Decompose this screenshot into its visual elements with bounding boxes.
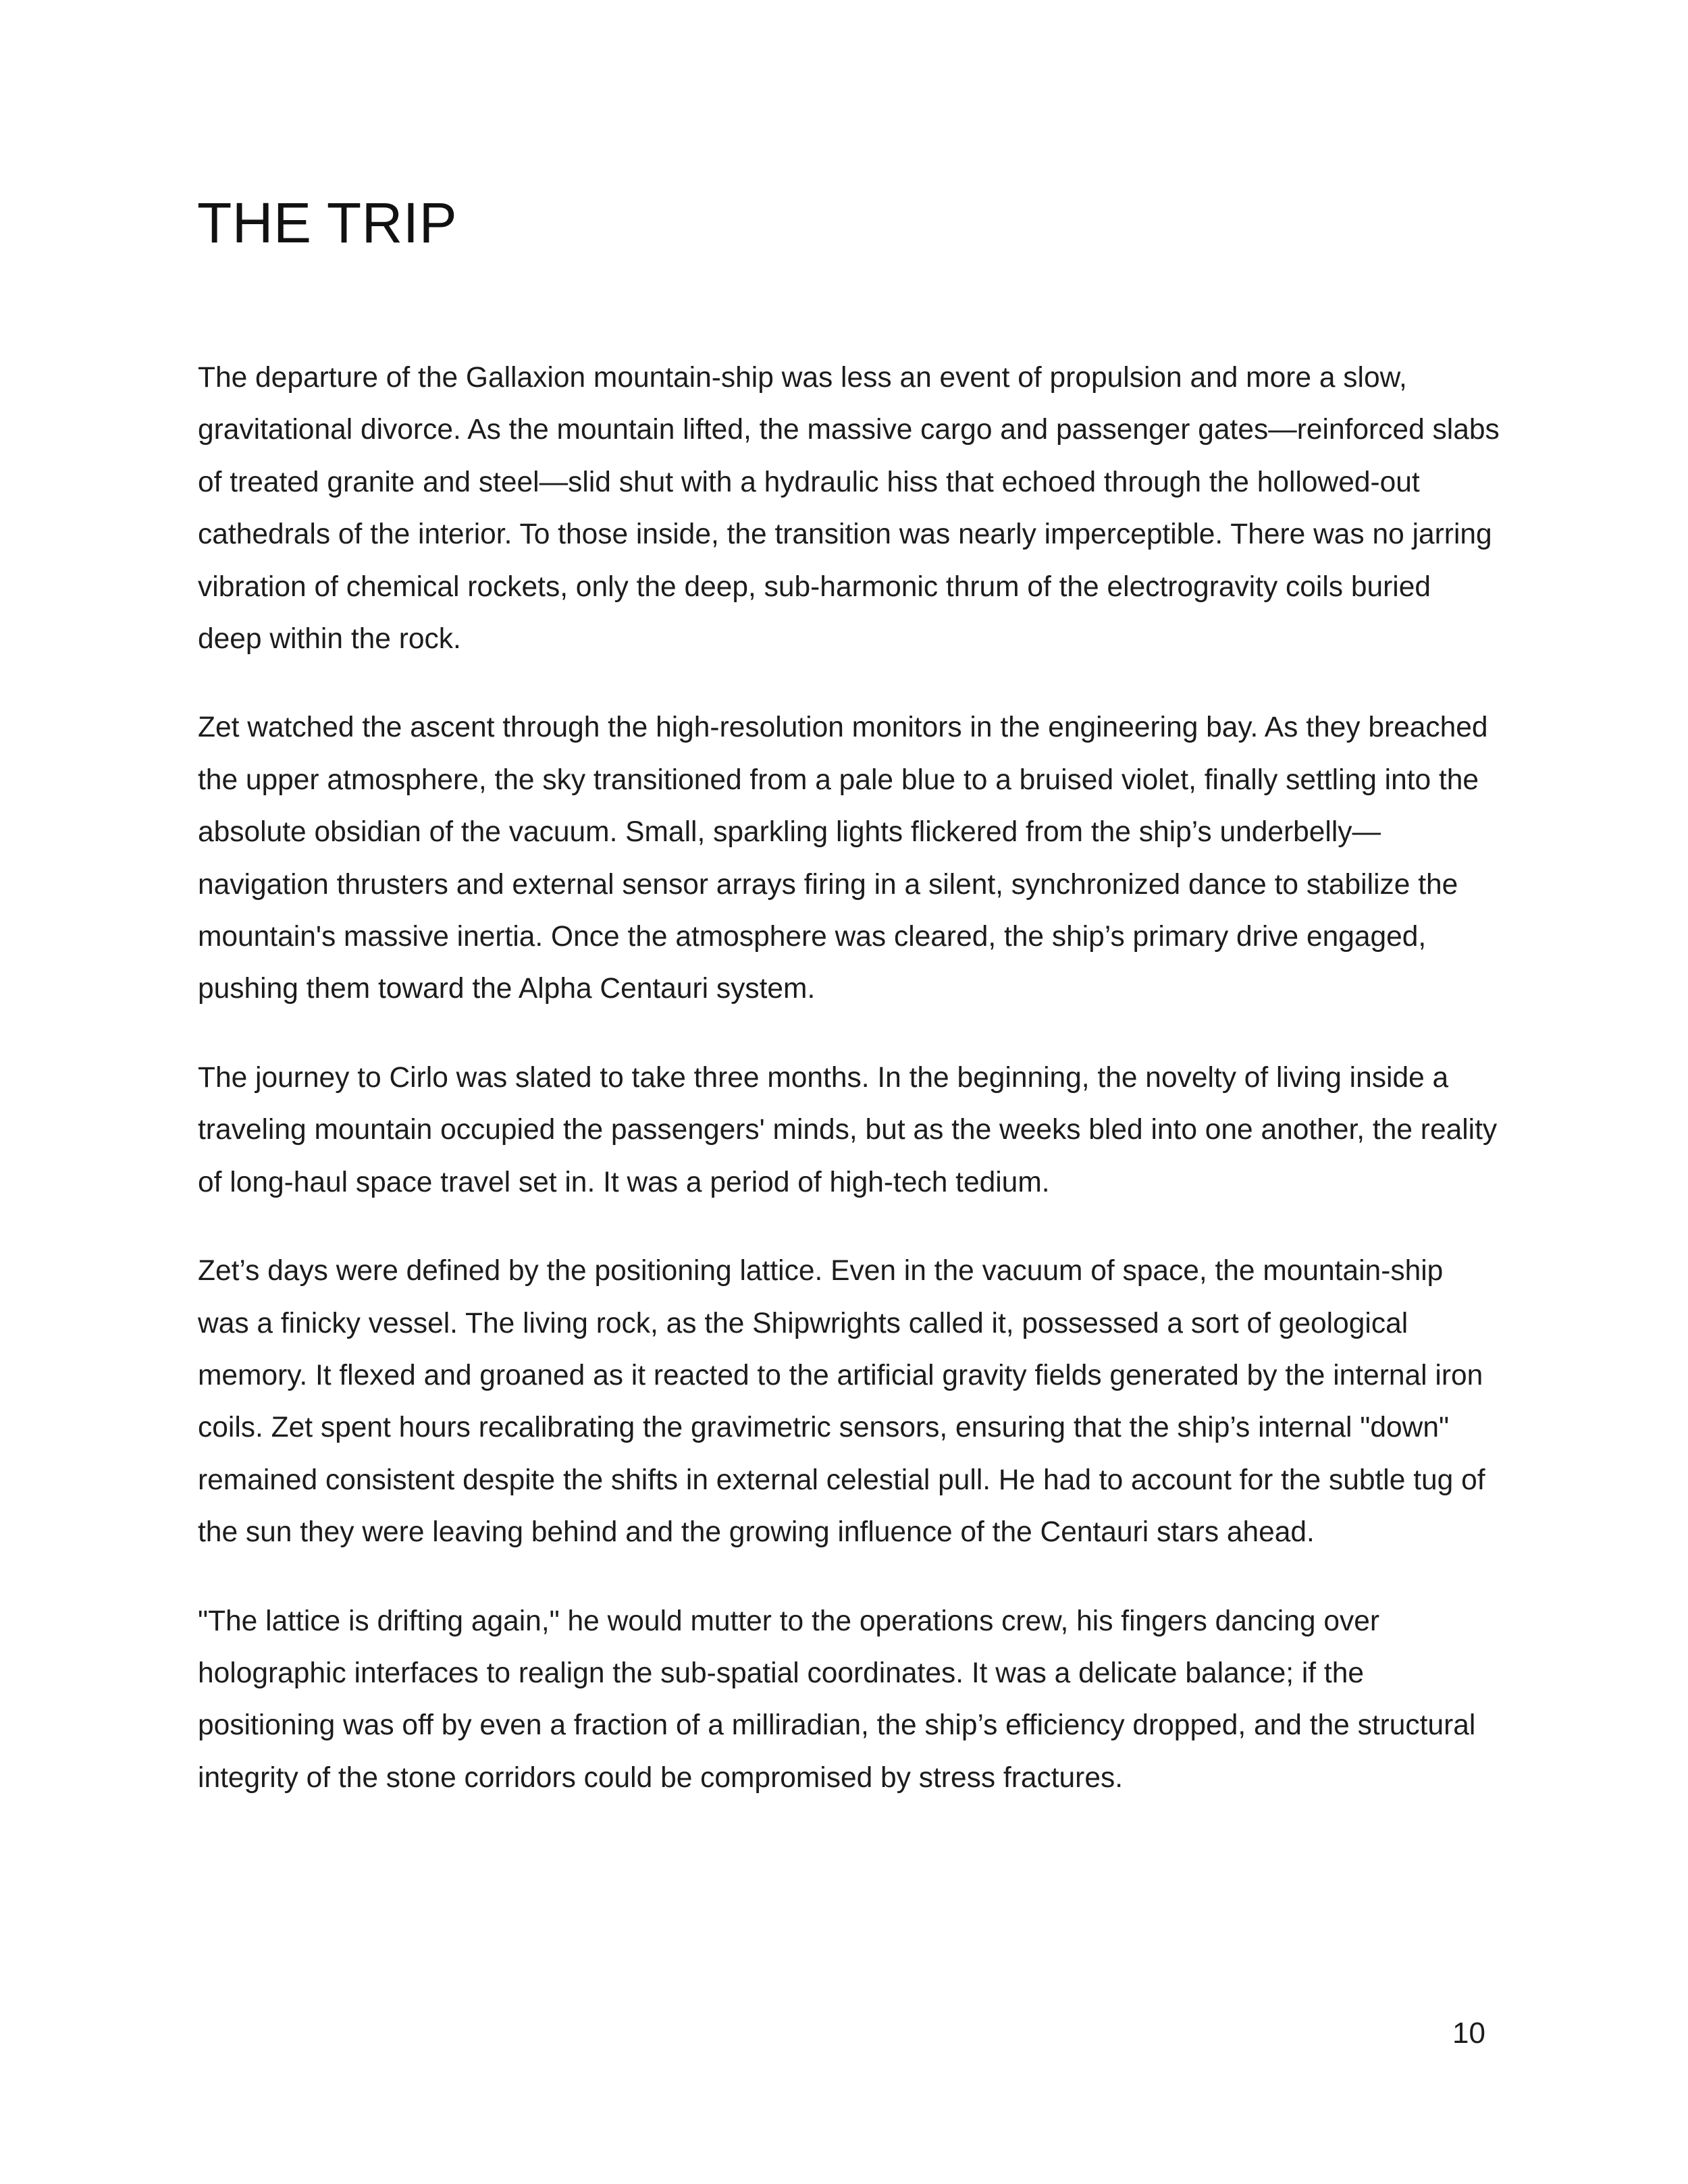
paragraph-5: "The lattice is drifting again," he would mutter to the operations crew, his fingers dancing over holographic interfaces to realign the sub-spatial coordinates. It was a delicate balance; if the positioning was off by even a fraction of a milliradian, the ship’s efficiency dropped, and the structural integrity of the stone corridors could be compromised by stress fractures. [198,1605,1476,1794]
chapter-body [198,352,1501,1840]
paragraph-2: Zet watched the ascent through the high-resolution monitors in the engineering bay. As they breached the upper atmosphere, the sky transitioned from a pale blue to a bruised violet, finally settling into the absolute obsidian of the vacuum. Small, sparkling lights flickered from the ship’s underbelly—navigation thrusters and external sensor arrays firing in a silent, synchronized dance to stabilize the mountain's massive inertia. Once the atmosphere was cleared, the ship’s primary drive engaged, pushing them toward the Alpha Centauri system. [198,712,1488,1005]
page-number: 10 [1452,2017,1485,2050]
paragraph-1: The departure of the Gallaxion mountain-ship was less an event of propulsion and more a slow, gravitational divorce. As the mountain lifted, the massive cargo and passenger gates—reinforced slabs of treated granite and steel—slid shut with a hydraulic hiss that echoed through the hollowed-out cathedrals of the interior. To those inside, the transition was nearly imperceptible. There was no jarring vibration of chemical rockets, only the deep, sub-harmonic thrum of the electrogravity coils buried deep within the rock. [198,362,1500,656]
paragraph-4: Zet’s days were defined by the positioning lattice. Even in the vacuum of space, the mountain-ship was a finicky vessel. The living rock, as the Shipwrights called it, possessed a sort of geological memory. It flexed and groaned as it reacted to the artificial gravity fields generated by the internal iron coils. Zet spent hours recalibrating the gravimetric sensors, ensuring that the ship’s internal "down" remained consistent despite the shifts in external celestial pull. He had to account for the subtle tug of the sun they were leaving behind and the growing influence of the Centauri stars ahead. [198,1255,1485,1549]
chapter-title: THE TRIP [197,191,458,255]
paragraph-3: The journey to Cirlo was slated to take three months. In the beginning, the novelty of living inside a traveling mountain occupied the passengers' minds, but as the weeks bled into one another, the reality of long-haul space travel set in. It was a period of high-tech tedium. [198,1061,1498,1198]
